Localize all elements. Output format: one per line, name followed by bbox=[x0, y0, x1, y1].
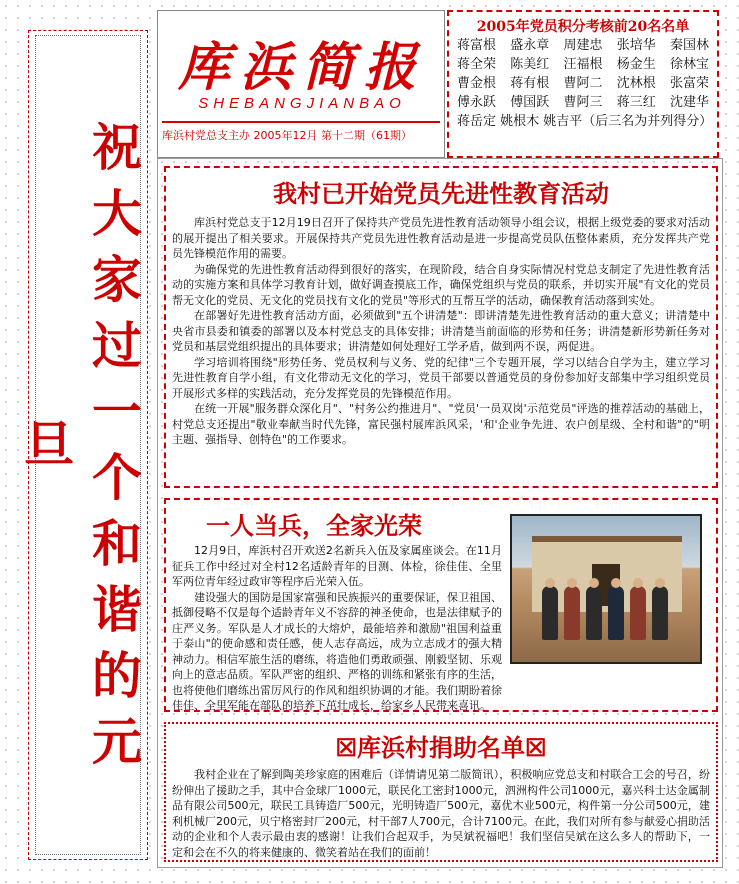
member-name: 蒋有根 bbox=[510, 76, 550, 91]
paragraph: 库浜村党总支于12月19日召开了保持共产党员先进性教育活动领导小组会议，根据上级党委的要求对活动的展开提出了相关要求。开展保持共产党员先进性教育活动是进一步提高党员队伍整体素质，充分发挥共产党员先锋模范作用的需要。 bbox=[172, 216, 710, 260]
ranking-last-row: 蒋岳定 姚根木 姚吉平（后三名为并列得分） bbox=[457, 114, 713, 129]
newsletter-title: 库浜简报 bbox=[177, 37, 426, 98]
article-headline: ☒库浜村捐助名单☒ bbox=[335, 733, 547, 762]
blessing-column bbox=[16, 30, 148, 860]
article-donation-list bbox=[164, 722, 718, 862]
member-name: 蒋富根 bbox=[457, 38, 497, 53]
masthead-divider bbox=[162, 121, 440, 123]
member-name: 曹阿三 bbox=[563, 95, 603, 110]
member-name: 蒋三红 bbox=[616, 95, 656, 110]
member-name: 沈建华 bbox=[669, 95, 709, 110]
member-name: 汪福根 bbox=[563, 57, 603, 72]
ranking-row bbox=[449, 93, 717, 112]
member-name: 沈林根 bbox=[616, 76, 656, 91]
article-headline: 我村已开始党员先进性教育活动 bbox=[273, 179, 609, 208]
member-name: 周建忠 bbox=[563, 38, 603, 53]
member-name: 徐林宝 bbox=[669, 57, 709, 72]
article-body bbox=[166, 215, 716, 448]
paragraph: 为确保党的先进性教育活动得到很好的落实，在现阶段，结合自身实际情况村党总支制定了先进性教育活动的实施方案和具体学习教育计划，做好调查摸底工作，确保党组织与党员的联系，并切实开展"有文化的党员帮无文化的党员、无文化的党员找有文化的党员"等形式的互帮互学的活动，确保教育活动落到实处。 bbox=[172, 262, 710, 307]
member-name: 曹金根 bbox=[457, 76, 497, 91]
article-enlistment bbox=[164, 498, 718, 712]
member-name: 盛永章 bbox=[510, 38, 550, 53]
paragraph: 在部署好先进性教育活动方面，必须做到"五个讲清楚"：即讲清楚先进性教育活动的重大意义；讲清楚中央省市县委和镇委的部署以及本村党总支的具体安排；讲清楚当前面临的形势和任务；讲清楚新形势新任务对党员和基层党组织提出的具体要求；讲清楚如何处理好工学矛盾，做到两不误，两促进。 bbox=[172, 309, 710, 353]
member-name: 张富荣 bbox=[669, 76, 709, 91]
issue-info: 库浜村党总支主办 2005年12月 第十二期（61期） bbox=[162, 129, 412, 142]
member-name: 蒋全荣 bbox=[457, 57, 497, 72]
ranking-row bbox=[449, 55, 717, 74]
member-name: 杨金生 bbox=[616, 57, 656, 72]
paragraph: 在统一开展"服务群众深化月"、"村务公约推进月"、"党员'一员双岗'示范党员"评选的推荐活动的基础上，村党总支还提出"敬业奉献当时代先锋，富民强村展库浜风采，'和'企业争先进、农户创星级、全村和谐"的"明主题、强指导、创特色"的工作要求。 bbox=[172, 402, 710, 446]
member-name: 傅国跃 bbox=[510, 95, 550, 110]
member-name: 张培华 bbox=[616, 38, 656, 53]
group-photo bbox=[510, 514, 702, 664]
member-name: 陈美红 bbox=[510, 57, 550, 72]
article-body bbox=[166, 543, 508, 714]
party-member-ranking bbox=[447, 10, 719, 158]
member-name: 傅永跃 bbox=[457, 95, 497, 110]
article-headline: 一人当兵，全家光荣 bbox=[206, 511, 422, 540]
headline-text: 库浜村捐助名单 bbox=[357, 733, 525, 762]
newsletter-pinyin: SHEBANGJIANBAO bbox=[198, 95, 406, 112]
member-name: 秦国林 bbox=[669, 38, 709, 53]
article-body bbox=[166, 767, 716, 860]
ranking-row bbox=[449, 36, 717, 55]
masthead bbox=[157, 10, 445, 158]
paragraph: 12月9日，库浜村召开欢送2名新兵入伍及家属座谈会。在11月征兵工作中经过对全村12名适龄青年的目测、体检，徐佳佳、全里军两位青年经过政审等程序后光荣入伍。 bbox=[172, 544, 502, 588]
paragraph: 建设强大的国防是国家富强和民族振兴的重要保证，保卫祖国、抵御侵略不仅是每个适龄青年义不容辞的神圣使命，也是法律赋予的庄严义务。军队是人才成长的大熔炉，最能培养和激励"祖国利益重于泰山"的使命感和责任感，使人志存高远，成为立志成才的强大精神动力。相信军旅生活的磨练，将造他们勇敢顽强、刚毅坚韧、乐观向上的意志品质。军队严密的组织、严格的训练和紧张有序的生活，也将使他们磨练出雷厉风行的作风和组织协调的才能。我们期盼着徐佳佳、全里军能在部队的培养下茁壮成长，给家乡人民带来喜讯。 bbox=[172, 590, 502, 712]
ranking-title: 2005年党员积分考核前20名名单 bbox=[476, 19, 690, 35]
ranking-row bbox=[449, 74, 717, 93]
member-name: 曹阿二 bbox=[563, 76, 603, 91]
new-year-blessing: 祝大家过一个和谐的元旦 bbox=[16, 121, 143, 781]
paragraph: 学习培训将围绕"形势任务、党员权利与义务、党的纪律"三个专题开展，学习以结合自学为主，建立学习先进性教育自学小组，有文化带动无文化的学习，党员干部要以普通党员的身份参加好支部集中学习组织党员开展形式多样的实践活动，充分发挥党员的先锋模范作用。 bbox=[172, 355, 710, 400]
article-education-campaign bbox=[164, 166, 718, 488]
paragraph: 我村企业在了解到陶美珍家庭的困难后（详情请见第二版简讯），积极响应党总支和村联合工会的号召，纷纷伸出了援助之手，其中合金球厂1000元，联民化工密封1000元，泗洲构件公司1000元，嘉兴科士达金属制品有限公司500元，联民工具铸造厂500元，光明铸造厂500元，嘉优木业500元，构件第一分公司500元，建利机械厂200元，贝宁格密封厂200元，村干部7人700元，合计7100元。在此，我们对所有参与献爱心捐助活动的企业和个人表示最由衷的感谢！让我们合起双手，为吴斌祝福吧！我们坚信吴斌在这么多人的帮助下，一定和会在不久的将来健康的、微笑着站在我们的面前！ bbox=[172, 768, 710, 859]
